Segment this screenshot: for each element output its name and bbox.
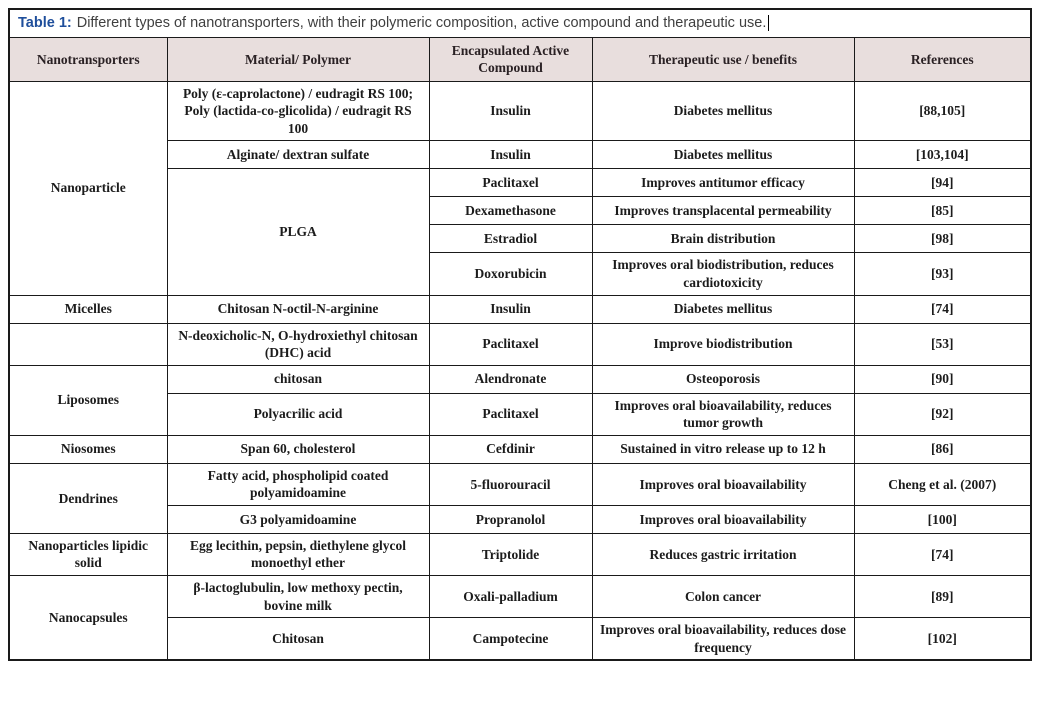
table-cell: [85] xyxy=(854,197,1031,225)
table-cell: Improve biodistribution xyxy=(592,323,854,365)
table-cell: Improves oral bioavailability xyxy=(592,463,854,505)
table-cell: [92] xyxy=(854,393,1031,435)
table-cell: Diabetes mellitus xyxy=(592,141,854,169)
table-cell: Poly (ε-caprolactone) / eudragit RS 100; Poly (lactida-co-glicolida) / eudragit RS 100 xyxy=(167,81,429,141)
table-cell: Insulin xyxy=(429,141,592,169)
table-cell: Diabetes mellitus xyxy=(592,81,854,141)
column-header: References xyxy=(854,37,1031,81)
nanotransporters-table xyxy=(8,8,1032,661)
table-cell: Cheng et al. (2007) xyxy=(854,463,1031,505)
table-cell: Reduces gastric irritation xyxy=(592,533,854,575)
table-caption-text: Different types of nanotransporters, with their polymeric composition, active compound and therapeutic use. xyxy=(76,15,767,31)
table-cell: Nanocapsules xyxy=(9,575,167,660)
table-row xyxy=(9,463,1031,505)
table-cell: Diabetes mellitus xyxy=(592,295,854,323)
table-cell: [86] xyxy=(854,435,1031,463)
table-caption-label: Table 1: xyxy=(18,15,72,31)
table-cell: Paclitaxel xyxy=(429,323,592,365)
table-cell: [103,104] xyxy=(854,141,1031,169)
table-cell: [94] xyxy=(854,169,1031,197)
table-cell: Alendronate xyxy=(429,365,592,393)
table-cell xyxy=(9,323,167,365)
table-cell: Improves oral bioavailability, reduces tumor growth xyxy=(592,393,854,435)
table-cell: Improves oral biodistribution, reduces cardiotoxicity xyxy=(592,253,854,295)
table-cell: Cefdinir xyxy=(429,435,592,463)
table-cell: 5-fluorouracil xyxy=(429,463,592,505)
table-cell: Osteoporosis xyxy=(592,365,854,393)
table-cell: [90] xyxy=(854,365,1031,393)
table-cell: [100] xyxy=(854,505,1031,533)
table-cell: Estradiol xyxy=(429,225,592,253)
table-row xyxy=(9,295,1031,323)
column-header: Nanotransporters xyxy=(9,37,167,81)
table-cell: [93] xyxy=(854,253,1031,295)
table-cell: Polyacrilic acid xyxy=(167,393,429,435)
table-cell: Paclitaxel xyxy=(429,169,592,197)
table-row xyxy=(9,435,1031,463)
table-head xyxy=(9,9,1031,81)
table-cell: chitosan xyxy=(167,365,429,393)
table-cell: Niosomes xyxy=(9,435,167,463)
table-cell: [74] xyxy=(854,295,1031,323)
table-cell: Doxorubicin xyxy=(429,253,592,295)
table-cell: PLGA xyxy=(167,169,429,295)
table-cell: Colon cancer xyxy=(592,575,854,617)
table-caption xyxy=(9,9,1031,37)
table-cell: Nanoparticles lipidic solid xyxy=(9,533,167,575)
table-cell: Nanoparticle xyxy=(9,81,167,295)
table-cell: Improves oral bioavailability xyxy=(592,505,854,533)
table-cell: Campotecine xyxy=(429,618,592,661)
table-cell: Span 60, cholesterol xyxy=(167,435,429,463)
table-cell: β-lactoglubulin, low methoxy pectin, bovine milk xyxy=(167,575,429,617)
column-header: Encapsulated Active Compound xyxy=(429,37,592,81)
table-cell: Chitosan N-octil-N-arginine xyxy=(167,295,429,323)
table-cell: Fatty acid, phospholipid coated polyamidoamine xyxy=(167,463,429,505)
table-cell: N-deoxicholic-N, O-hydroxiethyl chitosan (DHC) acid xyxy=(167,323,429,365)
table-cell: Micelles xyxy=(9,295,167,323)
table-cell: Brain distribution xyxy=(592,225,854,253)
table-cell: G3 polyamidoamine xyxy=(167,505,429,533)
table-cell: [98] xyxy=(854,225,1031,253)
table-cell: [53] xyxy=(854,323,1031,365)
table-cell: Dexamethasone xyxy=(429,197,592,225)
table-cell: Dendrines xyxy=(9,463,167,533)
table-cell: Insulin xyxy=(429,81,592,141)
table-cell: Improves antitumor efficacy xyxy=(592,169,854,197)
table-cell: Propranolol xyxy=(429,505,592,533)
table-caption-row xyxy=(9,9,1031,37)
table-cell: [88,105] xyxy=(854,81,1031,141)
table-cell: Egg lecithin, pepsin, diethylene glycol monoethyl ether xyxy=(167,533,429,575)
table-cell: Paclitaxel xyxy=(429,393,592,435)
table-row xyxy=(9,81,1031,141)
column-header: Material/ Polymer xyxy=(167,37,429,81)
table-cell: [89] xyxy=(854,575,1031,617)
table-cell: Oxali-palladium xyxy=(429,575,592,617)
table-row xyxy=(9,575,1031,617)
table-cell: Chitosan xyxy=(167,618,429,661)
table-header-row xyxy=(9,37,1031,81)
table-row xyxy=(9,533,1031,575)
table-cell: [102] xyxy=(854,618,1031,661)
table-cell: Sustained in vitro release up to 12 h xyxy=(592,435,854,463)
text-cursor xyxy=(768,15,769,31)
table-cell: Insulin xyxy=(429,295,592,323)
table-cell: [74] xyxy=(854,533,1031,575)
table-row xyxy=(9,323,1031,365)
table-row xyxy=(9,365,1031,393)
table-cell: Improves oral bioavailability, reduces dose frequency xyxy=(592,618,854,661)
table-cell: Improves transplacental permeability xyxy=(592,197,854,225)
table-cell: Alginate/ dextran sulfate xyxy=(167,141,429,169)
column-header: Therapeutic use / benefits xyxy=(592,37,854,81)
table-body xyxy=(9,81,1031,660)
table-cell: Triptolide xyxy=(429,533,592,575)
table-cell: Liposomes xyxy=(9,365,167,435)
